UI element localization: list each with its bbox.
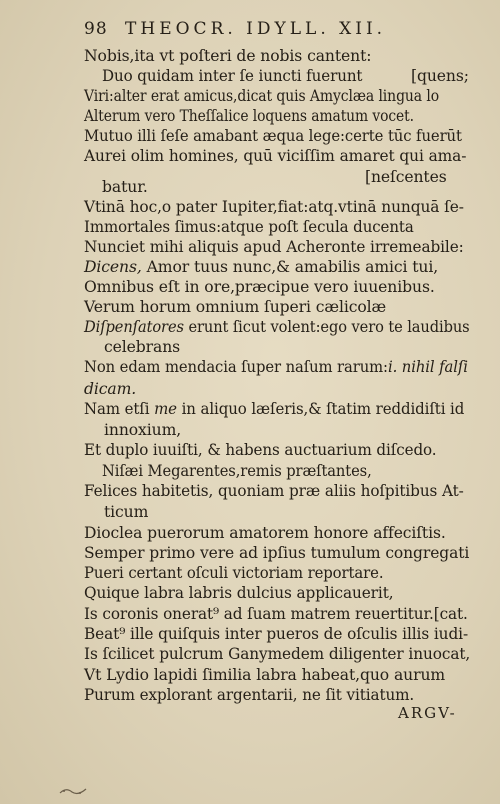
text-line [84, 257, 438, 277]
text-segment: [quens; [411, 67, 469, 85]
text-line [84, 665, 445, 685]
text-line [84, 277, 435, 297]
text-segment: Niſæi Megarentes,remis præſtantes, [102, 462, 372, 480]
ornament-icon [58, 785, 88, 797]
text-segment: Nobis,ita vt poſteri de nobis cantent: [84, 47, 372, 65]
text-line [84, 217, 414, 237]
text-line [84, 106, 414, 126]
text-segment: Verum horum omnium ſuperi cælicolæ [84, 298, 387, 316]
text-segment: in aliquo læſeris,& ſtatim reddidiſti id [176, 400, 465, 418]
text-segment: Immortales ſimus:atque poſt ſecula ducenta [84, 218, 414, 236]
text-line [104, 420, 181, 440]
text-line [84, 440, 437, 460]
text-line [84, 523, 446, 543]
text-line [84, 399, 464, 419]
page-number: 98 [84, 19, 108, 39]
text-segment: Semper primo vere ad ipſius tumulum congregati [84, 544, 470, 562]
text-segment: Vt Lydio lapidi ſimilia labra habeat,quo aurum [84, 666, 446, 684]
italic-text: dicam. [84, 380, 137, 398]
text-line [84, 379, 136, 399]
text-segment: Mutuo illi ſeſe amabant æqua lege:certe tūc fuerūt [84, 127, 462, 145]
text-line [84, 297, 386, 317]
text-line [84, 146, 466, 166]
text-segment: Omnibus eſt in ore,præcipue vero iuuenibus. [84, 278, 435, 296]
text-line [84, 126, 462, 146]
text-segment: Is coronis onerat⁹ ad ſuam matrem reuertitur.[cat. [84, 605, 468, 623]
text-line [84, 357, 468, 377]
text-line [84, 197, 464, 217]
text-segment: Beat⁹ ille quiſquis inter pueros de oſculis illis iudi- [84, 625, 469, 643]
text-line [84, 46, 371, 66]
running-title: THEOCR. IDYLL. XII. [125, 19, 387, 39]
text-line [84, 237, 464, 257]
text-segment: batur. [102, 178, 148, 196]
text-segment: Nunciet mihi aliquis apud Acheronte irremeabile: [84, 238, 464, 256]
text-line [84, 624, 468, 644]
catchword: ARGV- [398, 704, 457, 722]
text-segment: celebrans [104, 338, 181, 356]
text-segment: Pueri certant oſculi victoriam reportare. [84, 564, 384, 582]
text-segment: Is ſcilicet pulcrum Ganymedem diligenter inuocat, [84, 645, 471, 663]
text-line [84, 644, 470, 664]
text-segment: Felices habitetis, quoniam præ aliis hoſpitibus At- [84, 482, 464, 500]
text-segment: Alterum vero Theſſalice loquens amatum vocet. [84, 107, 414, 125]
running-header [84, 19, 444, 43]
text-segment: Non edam mendacia ſuper naſum rarum: [84, 358, 388, 376]
text-segment: Quique labra labris dulcius applicauerit, [84, 584, 394, 602]
text-segment: innoxium, [104, 421, 182, 439]
text-line [84, 543, 469, 563]
text-line [84, 583, 394, 603]
italic-text: i. nihil falſi [387, 358, 468, 376]
text-line [104, 502, 148, 522]
text-segment: Purum explorant argentarii, ne ſit vitiatum. [84, 686, 415, 704]
text-line [102, 177, 148, 197]
text-segment: [neſcentes [365, 168, 447, 186]
text-segment: Dioclea puerorum amatorem honore affeciſtis. [84, 524, 446, 542]
text-line [102, 66, 362, 86]
italic-text: Dicens, [84, 258, 142, 276]
text-line [104, 337, 180, 357]
text-segment: Duo quidam inter ſe iuncti fuerunt [102, 67, 363, 85]
italic-text: Diſpenſatores [84, 318, 184, 336]
text-line [84, 317, 470, 337]
text-line [84, 563, 383, 583]
text-segment: Vtinā hoc,o pater Iupiter,fiat:atq.vtinā nunquā ſe- [84, 198, 464, 216]
text-segment: Aurei olim homines, quū viciſſim amaret qui ama- [84, 147, 467, 165]
text-line [102, 461, 372, 481]
text-line [84, 604, 468, 624]
text-line [365, 167, 447, 187]
text-segment: erunt ſicut volent:ego vero te laudibus [183, 318, 470, 336]
text-segment: Nam etſi [84, 400, 155, 418]
text-segment: ticum [104, 503, 149, 521]
text-line [84, 685, 414, 705]
text-line [84, 481, 464, 501]
text-segment: Amor tuus nunc,& amabilis amici tui, [141, 258, 439, 276]
text-line [84, 86, 439, 106]
text-segment: Viri:alter erat amicus,dicat quis Amyclæa lingua lo [84, 87, 440, 105]
text-line [411, 66, 469, 86]
text-segment: Et duplo iuuiſti, & habens auctuarium diſcedo. [84, 441, 437, 459]
italic-text: me [154, 400, 177, 418]
